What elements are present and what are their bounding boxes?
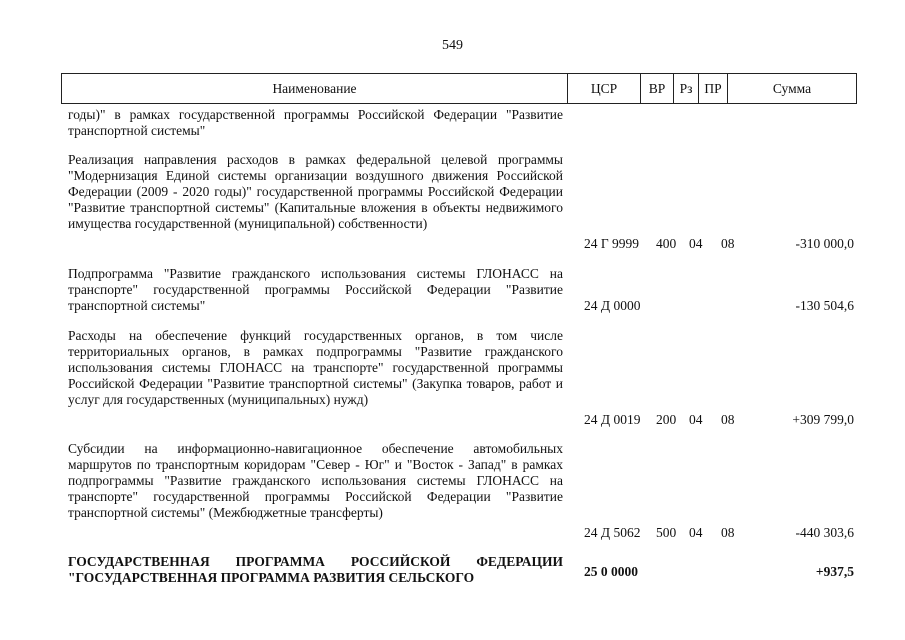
table-row [68,441,858,541]
row-pr: 08 [721,412,735,427]
header-name: Наименование [62,74,568,103]
header-sum: Сумма [772,80,812,96]
row-csr: 25 0 0000 [584,564,638,579]
row-csr: 24 Д 0000 [584,298,641,313]
row-csr: 24 Д 0019 [584,412,641,427]
row-rz: 04 [689,525,703,540]
table-row [68,266,858,316]
row-vr: 400 [656,236,677,251]
row-rz: 04 [689,236,703,251]
row-name: Расходы на обеспечение функций государственных органов, в том числе территориальных органов, в рамках подпрограммы "Развитие гражданского использования системы ГЛОНАСС на транспорте" государственной программы Российской Федерации "Развитие транспортной системы" (Закупка товаров, работ и услуг для государственных (муниципальных) нужд) [68,328,563,407]
row-name: Подпрограмма "Развитие гражданского использования системы ГЛОНАСС на транспорте" государственной программы Российской Федерации "Развитие транспортной системы" [68,266,563,313]
row-rz: 04 [689,412,703,427]
row-sum: -310 000,0 [795,236,854,251]
table-row [68,328,858,428]
table-header [61,73,857,104]
header-rz: Рз [674,74,699,103]
row-sum: +309 799,0 [792,412,854,427]
row-name: Реализация направления расходов в рамках федеральной целевой программы "Модернизация Единой системы организации воздушного движения Российской Федерации (2009 - 2020 годы)" государственной программы Российской Федерации "Развитие транспортной системы" (Капитальные вложения в объекты недвижимого имущества государственной (муниципальной) собственности) [68,152,563,231]
row-csr: 24 Д 5062 [584,525,641,540]
row-name: ГОСУДАРСТВЕННАЯ ПРОГРАММА РОССИЙСКОЙ ФЕДЕРАЦИИ "ГОСУДАРСТВЕННАЯ ПРОГРАММА РАЗВИТИЯ СЕЛЬСКОГО [68,554,563,585]
page-number: 549 [442,38,463,53]
row-pr: 08 [721,236,735,251]
table-row [68,107,858,141]
row-sum: +937,5 [815,564,854,579]
row-sum: -130 504,6 [795,298,854,313]
row-vr: 500 [656,525,677,540]
row-csr: 24 Г 9999 [584,236,640,251]
row-vr: 200 [656,412,677,427]
header-pr: ПР [699,74,728,103]
row-name: годы)" в рамках государственной программы Российской Федерации "Развитие транспортной системы" [68,107,563,138]
header-vr: ВР [641,74,674,103]
row-pr: 08 [721,525,735,540]
row-name: Субсидии на информационно-навигационное обеспечение автомобильных маршрутов по транспортным коридорам "Север - Юг" и "Восток - Запад" в рамках подпрограммы "Развитие гражданского использования системы ГЛОНАСС на транспорте" государственной программы Российской Федерации "Развитие транспортной системы" (Межбюджетные трансферты) [68,441,563,520]
table-row [68,152,858,252]
header-csr: ЦСР [568,74,641,103]
row-sum: -440 303,6 [795,525,854,540]
table-row [68,554,858,588]
